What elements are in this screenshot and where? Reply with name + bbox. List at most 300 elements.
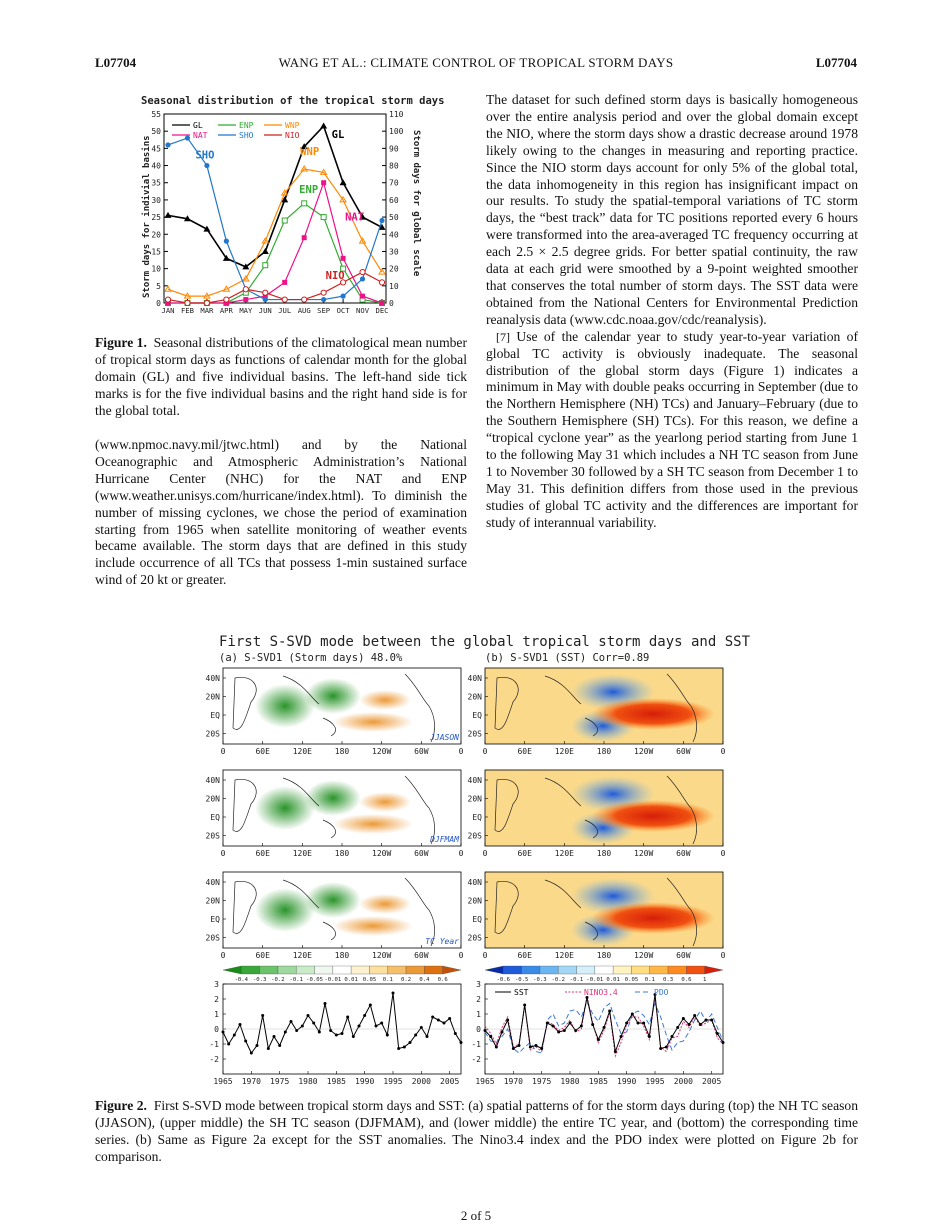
fig2-ts-year-label: 1965 xyxy=(475,1077,495,1086)
fig1-series-nio-line xyxy=(168,269,382,303)
fig2-ts-a-point xyxy=(278,1044,281,1047)
fig2-lon-label: 180 xyxy=(334,951,350,960)
fig2-lon-label: 0 xyxy=(458,849,464,858)
fig2-lon-label: 180 xyxy=(334,849,350,858)
fig2-lat-label: 20N xyxy=(205,896,220,906)
fig2-lon-label: 60W xyxy=(676,951,691,960)
fig1-point-sho xyxy=(263,297,268,302)
fig2-lon-label: 0 xyxy=(482,747,488,756)
fig1-point-sho xyxy=(224,239,229,244)
fig2-colorbar-a-label: 0.6 xyxy=(437,977,448,983)
fig2-storm-orange-enp xyxy=(359,690,411,710)
figure-2 xyxy=(195,628,755,1088)
fig2-ts-b-point xyxy=(608,1010,611,1013)
fig1-series-gl-line xyxy=(168,126,382,267)
fig2-ts-a-point xyxy=(233,1034,236,1037)
fig1-ylabel: Storm days for indivial basins xyxy=(142,135,152,298)
fig2-lon-label: 60W xyxy=(414,747,429,756)
fig2-storm-orange-band xyxy=(333,916,413,936)
fig2-storm-orange-enp xyxy=(359,792,411,812)
fig1-ytick-label: 40 xyxy=(151,161,161,171)
fig2-colorbar-b-swatch xyxy=(485,966,503,974)
fig2-ts-b-point xyxy=(665,1046,668,1049)
fig2-season-label: TC Year xyxy=(425,937,459,946)
fig2-ts-year-label: 1980 xyxy=(560,1077,580,1086)
fig2-colorbar-a-label: 0.01 xyxy=(344,977,358,983)
fig1-xtick-label: FEB xyxy=(180,306,194,315)
fig2-colorbar-a-label: -0.2 xyxy=(271,977,285,983)
fig2-lat-label: 20N xyxy=(467,896,482,906)
fig2-lon-label: 120E xyxy=(292,849,312,858)
fig2-ts-year-label: 1980 xyxy=(298,1077,318,1086)
fig2-ts-a-point xyxy=(380,1022,383,1025)
fig2-lat-label: 20S xyxy=(467,933,482,943)
fig2-ts-a-point xyxy=(335,1034,338,1037)
fig2-lat-label: EQ xyxy=(472,813,482,822)
fig2-lat-label: 20N xyxy=(205,794,220,804)
fig2-lon-label: 180 xyxy=(334,747,350,756)
fig2-colorbar-a-label: 0.2 xyxy=(401,977,412,983)
fig2-colorbar-a-swatch xyxy=(406,966,424,974)
fig2-season-label: DJFMAM xyxy=(430,835,459,844)
fig2-ts-b-point xyxy=(523,1004,526,1007)
fig2-storm-green-wpac xyxy=(305,780,361,816)
fig2-colorbar-b-label: -0.01 xyxy=(586,977,604,983)
fig2-lon-label: 0 xyxy=(720,849,726,858)
fig1-point-nat xyxy=(341,256,346,261)
fig2-ts-a-point xyxy=(346,1016,349,1019)
fig2-ts-b-point xyxy=(518,1044,521,1047)
fig2-ts-b-point xyxy=(620,1035,623,1038)
fig1-y2label: Storm days for global scale xyxy=(411,130,421,277)
fig2-lat-label: 40N xyxy=(467,878,482,887)
fig1-point-nio xyxy=(243,287,248,292)
fig2-lat-label: 20S xyxy=(205,729,220,739)
fig2-colorbar-a-swatch xyxy=(296,966,314,974)
fig2-colorbar-a-swatch xyxy=(369,966,387,974)
figure-2-caption xyxy=(95,1098,858,1166)
fig2-ts-year-label: 1970 xyxy=(503,1077,523,1086)
right-paragraph-2-text: Use of the calendar year to study year-to-year variation of global TC activity is obviously inadequate. The seasonal distribution of the global storm days (Figure 1) indicates a minimum in May with double peaks occurring in September (due to the Northern Hemisphere (NH) TCs) and January–February (due to the Southern Hemisphere (SH) TCs). For this reason, we define a “tropical cyclone year” as the yearlong period starting from June 1 to the following May 31 which includes a NH TC season from June 1 to November 30 followed by a SH TC season from December 1 to May 31. This definition differs from those used in the previous studies of global TC activity and the differences are important for study of interannual variability. xyxy=(486,328,858,530)
fig2-lat-label: 20S xyxy=(205,831,220,841)
fig2-ts-b-point xyxy=(648,1035,651,1038)
fig2-ts-b-point xyxy=(563,1029,566,1032)
fig2-colorbar-a-swatch xyxy=(388,966,406,974)
fig2-lon-label: 180 xyxy=(596,849,612,858)
fig1-xtick-label: JUL xyxy=(278,306,292,315)
fig2-lat-label: EQ xyxy=(210,711,220,720)
left-column-text: (www.npmoc.navy.mil/jtwc.html) and by the National Oceanographic and Atmospheric Administration’s National Hurricane Center (NHC) for the NAT and ENP (www.weather.unisys.com/hurricane/index.html). To diminish the number of missing cyclones, we chose the period of examination starting from 1965 when satellite monitoring of weather events became available. The storm days that are defined in this study include occurrence of all TCs that possess 1-min sustained surface wind of 20 kt or greater. xyxy=(95,437,467,588)
fig2-ts-a-point xyxy=(409,1041,412,1044)
fig1-point-gl xyxy=(320,123,327,129)
fig1-ytick-label: 35 xyxy=(151,178,161,188)
fig2-storm-green-wpac xyxy=(305,882,361,918)
fig2-ts-year-label: 2005 xyxy=(440,1077,460,1086)
fig2-ts-b-point xyxy=(676,1026,679,1029)
fig2-ts-b-point xyxy=(489,1035,492,1038)
fig2-ts-b-point xyxy=(716,1032,719,1035)
fig2-ts-b-point xyxy=(540,1047,543,1050)
fig1-point-nat xyxy=(380,301,385,306)
fig2-ts-a-point xyxy=(222,1031,225,1034)
fig1-series-label-gl: GL xyxy=(331,129,345,142)
fig2-lat-label: 40N xyxy=(205,674,220,683)
fig2-ts-b-point xyxy=(614,1050,617,1053)
fig1-point-nio xyxy=(204,300,209,305)
fig2-lon-label: 0 xyxy=(220,747,226,756)
fig2-panel-a-title: (a) S-SVD1 (Storm days) 48.0% xyxy=(219,652,403,664)
fig2-ts-b-point xyxy=(501,1031,504,1034)
fig1-xtick-label: APR xyxy=(219,306,233,315)
fig2-ts-b-point xyxy=(495,1046,498,1049)
fig2-ts-b-point xyxy=(688,1023,691,1026)
fig2-colorbar-b-label: 0.01 xyxy=(606,977,620,983)
running-head: WANG ET AL.: CLIMATE CONTROL OF TROPICAL STORM DAYS xyxy=(278,55,674,70)
fig2-lon-label: 60W xyxy=(414,951,429,960)
fig1-legend-label: NAT xyxy=(193,131,208,140)
fig2-colorbar-a-swatch xyxy=(443,966,461,974)
fig2-map-a-1 xyxy=(206,668,464,756)
fig2-ts-a-point xyxy=(397,1047,400,1050)
fig2-ts-ytick-label: -2 xyxy=(471,1055,481,1064)
fig2-lat-label: 20S xyxy=(467,729,482,739)
fig2-colorbar-b-label: 0.6 xyxy=(681,977,692,983)
fig2-ts-b-point xyxy=(705,1019,708,1022)
fig1-series-label-enp: ENP xyxy=(299,184,319,197)
fig1-series-wnp-line xyxy=(168,169,382,296)
fig2-storm-orange-enp xyxy=(359,894,411,914)
fig2-ts-year-label: 2005 xyxy=(702,1077,722,1086)
fig2-colorbar-a-swatch xyxy=(241,966,259,974)
fig1-point-nio xyxy=(165,297,170,302)
fig2-storm-orange-band xyxy=(333,814,413,834)
fig2-ts-a-point xyxy=(324,1002,327,1005)
fig1-ytick-label: 30 xyxy=(151,195,161,205)
fig1-caption-label: Figure 1. xyxy=(95,335,147,350)
fig2-lat-label: 20S xyxy=(205,933,220,943)
fig2-colorbar-b-swatch xyxy=(595,966,613,974)
fig2-ts-a-point xyxy=(329,1029,332,1032)
fig2-ts-a-point xyxy=(312,1022,315,1025)
fig2-ts-ytick-label: 0 xyxy=(214,1025,219,1034)
fig2-ts-b-point xyxy=(699,1023,702,1026)
fig2-ts-year-label: 1975 xyxy=(270,1077,290,1086)
fig2-storm-green-wpac xyxy=(305,678,361,714)
fig2-colorbar-a-swatch xyxy=(424,966,442,974)
fig1-plot-frame xyxy=(164,114,386,303)
fig2-ts-b-point xyxy=(574,1029,577,1032)
fig1-point-enp xyxy=(321,215,326,220)
fig2-colorbar-a-swatch xyxy=(223,966,241,974)
fig1-point-nat xyxy=(302,235,307,240)
fig2-colorbar-b-label: 0.3 xyxy=(663,977,674,983)
fig2-ts-a-point xyxy=(460,1041,463,1044)
fig2-ts-a-point xyxy=(267,1047,270,1050)
fig2-map-b-1 xyxy=(468,668,726,756)
fig2-ts-a-point xyxy=(301,1025,304,1028)
fig1-legend-label: WNP xyxy=(285,121,300,130)
fig2-map-b-3 xyxy=(468,872,726,960)
fig2-colorbar-a-swatch xyxy=(351,966,369,974)
fig2-ts-a-point xyxy=(369,1004,372,1007)
fig2-ts-a-point xyxy=(261,1014,264,1017)
fig2-lat-label: 20S xyxy=(467,831,482,841)
fig2-ts-a-point xyxy=(414,1034,417,1037)
fig2-ts-year-label: 1985 xyxy=(588,1077,608,1086)
fig2-lon-label: 180 xyxy=(596,747,612,756)
fig2-ts-b-sst-line xyxy=(485,995,723,1052)
fig2-ts-b-point xyxy=(671,1035,674,1038)
fig2-colorbar-b-swatch xyxy=(668,966,686,974)
fig2-colorbar-a-label: 0.1 xyxy=(382,977,393,983)
fig2-colorbar-b-swatch xyxy=(705,966,723,974)
fig1-point-nat xyxy=(321,180,326,185)
fig2-ts-b-point xyxy=(484,1029,487,1032)
fig2-map-b-2 xyxy=(468,770,726,858)
fig1-point-nio xyxy=(185,300,190,305)
fig1-point-sho xyxy=(185,135,190,140)
fig2-lat-label: 20N xyxy=(467,794,482,804)
fig2-ts-year-label: 2000 xyxy=(673,1077,693,1086)
fig2-colorbar-b-swatch xyxy=(631,966,649,974)
fig1-caption-text: Seasonal distributions of the climatological mean number of tropical storm days as functions of calendar month for the global domain (GL) and five individual basins. The left-hand side tick marks is for the five individual basins and the right hand side is for the global total. xyxy=(95,335,467,418)
fig2-ts-a-point xyxy=(318,1031,321,1034)
fig2-ts-b-point xyxy=(693,1014,696,1017)
fig2-lon-label: 120E xyxy=(554,951,574,960)
fig1-point-sho xyxy=(340,294,345,299)
fig2-ts-b-point xyxy=(557,1031,560,1034)
fig2-colorbar-a-label: -0.1 xyxy=(289,977,303,983)
fig1-point-nio xyxy=(224,297,229,302)
fig2-legend-label: NINO3.4 xyxy=(584,988,618,997)
fig2-colorbar-b-label: 0.05 xyxy=(624,977,639,983)
fig2-ts-year-label: 2000 xyxy=(411,1077,431,1086)
fig1-y2tick-label: 90 xyxy=(389,144,399,154)
fig2-ts-a-point xyxy=(341,1032,344,1035)
fig1-legend-label: NIO xyxy=(285,131,300,140)
fig1-point-nio xyxy=(360,269,365,274)
fig2-ts-b-point xyxy=(642,1022,645,1025)
fig1-series-label-sho: SHO xyxy=(195,149,215,162)
fig1-y2tick-label: 50 xyxy=(389,213,399,223)
fig1-y2tick-label: 60 xyxy=(389,195,399,205)
fig2-lat-label: 20N xyxy=(205,692,220,702)
fig2-panel-b-title: (b) S-SVD1 (SST) Corr=0.89 xyxy=(485,652,650,664)
fig2-ts-b-point xyxy=(597,1038,600,1041)
fig2-colorbar-a-label: 0.4 xyxy=(419,977,430,983)
fig1-ytick-label: 0 xyxy=(156,299,161,308)
fig2-ts-b-point xyxy=(631,1013,634,1016)
fig2-ts-b-point xyxy=(546,1022,549,1025)
fig2-ts-a-storm-line xyxy=(223,993,461,1053)
fig2-lon-label: 0 xyxy=(482,849,488,858)
fig2-ts-a-point xyxy=(256,1044,259,1047)
fig2-ts-year-label: 1975 xyxy=(532,1077,552,1086)
fig2-lon-label: 120E xyxy=(554,849,574,858)
fig2-ts-ytick-label: 0 xyxy=(476,1025,481,1034)
fig2-ts-year-label: 1995 xyxy=(645,1077,665,1086)
fig2-ts-a-point xyxy=(227,1043,230,1046)
fig2-lon-label: 60E xyxy=(517,747,532,756)
fig2-lon-label: 60E xyxy=(255,951,270,960)
fig2-ts-a-point xyxy=(403,1046,406,1049)
fig2-ts-a-point xyxy=(363,1014,366,1017)
fig1-xtick-label: NOV xyxy=(356,306,370,315)
fig2-colorbar-a-label: 0.05 xyxy=(362,977,377,983)
fig2-map-a-3 xyxy=(206,872,464,960)
fig2-colorbar-a-swatch xyxy=(315,966,333,974)
fig2-ts-a-point xyxy=(448,1017,451,1020)
fig2-ts-ytick-label: 3 xyxy=(476,980,481,989)
fig2-ts-ytick-label: -2 xyxy=(209,1055,219,1064)
fig1-point-gl xyxy=(262,248,269,254)
fig1-y2tick-label: 110 xyxy=(389,110,404,119)
fig2-ts-a-point xyxy=(239,1023,242,1026)
fig1-point-wnp xyxy=(165,286,171,291)
fig2-lat-label: 40N xyxy=(205,776,220,785)
fig1-y2tick-label: 40 xyxy=(389,230,399,240)
fig1-xtick-label: OCT xyxy=(336,306,350,315)
fig2-ts-b-point xyxy=(637,1022,640,1025)
fig2-ts-year-label: 1995 xyxy=(383,1077,403,1086)
fig2-ts-a-point xyxy=(244,1040,247,1043)
fig2-ts-b-point xyxy=(506,1019,509,1022)
fig2-colorbar-b-label: 0.1 xyxy=(644,977,655,983)
fig1-xtick-label: JAN xyxy=(161,306,175,315)
fig2-lat-label: EQ xyxy=(472,711,482,720)
fig2-ts-a-point xyxy=(420,1026,423,1029)
fig1-ytick-label: 45 xyxy=(151,144,161,154)
fig2-colorbar-b-swatch xyxy=(577,966,595,974)
fig2-colorbar-a-label: -0.05 xyxy=(306,977,323,983)
page-number: 2 of 5 xyxy=(460,1208,492,1223)
fig2-lat-label: 20N xyxy=(467,692,482,702)
fig2-lat-label: 40N xyxy=(467,776,482,785)
fig1-legend-label: ENP xyxy=(239,121,254,130)
fig1-point-sho xyxy=(360,276,365,281)
fig2-lon-label: 0 xyxy=(720,951,726,960)
fig2-lat-label: EQ xyxy=(210,813,220,822)
fig2-ts-year-label: 1965 xyxy=(213,1077,233,1086)
fig2-colorbar-b-swatch xyxy=(503,966,521,974)
fig2-ts-ytick-label: 2 xyxy=(476,995,481,1004)
fig1-ytick-label: 20 xyxy=(151,230,161,240)
fig1-point-sho xyxy=(321,297,326,302)
fig2-ts-a-point xyxy=(443,1022,446,1025)
fig2-ts-ytick-label: 3 xyxy=(214,980,219,989)
fig2-lon-label: 120E xyxy=(292,951,312,960)
fig2-lon-label: 0 xyxy=(720,747,726,756)
fig2-ts-a-point xyxy=(295,1029,298,1032)
fig2-colorbar-a-label: -0.01 xyxy=(324,977,342,983)
fig1-point-enp xyxy=(282,218,287,223)
fig2-colorbar-b-label: -0.6 xyxy=(496,977,511,983)
fig2-ts-a-point xyxy=(426,1035,429,1038)
fig2-ts-b-point xyxy=(625,1022,628,1025)
fig1-y2tick-label: 10 xyxy=(389,281,399,291)
fig1-legend-label: SHO xyxy=(239,131,254,140)
fig2-lon-label: 0 xyxy=(458,747,464,756)
fig2-ts-b-point xyxy=(535,1044,538,1047)
fig2-ts-a-point xyxy=(431,1016,434,1019)
fig2-storm-orange-band xyxy=(333,712,413,732)
fig1-ytick-label: 10 xyxy=(151,264,161,274)
fig2-ts-b-point xyxy=(512,1047,515,1050)
fig1-xtick-label: AUG xyxy=(297,306,311,315)
paragraph-number: [7] xyxy=(496,329,510,344)
fig2-ts-a-point xyxy=(290,1020,293,1023)
fig2-ts-ytick-label: -1 xyxy=(209,1040,219,1049)
fig2-ts-a-point xyxy=(392,992,395,995)
fig1-y2tick-label: 0 xyxy=(389,299,394,308)
fig1-ytick-label: 25 xyxy=(151,213,161,223)
fig1-point-gl xyxy=(340,179,347,185)
fig1-xtick-label: MAY xyxy=(239,306,253,315)
fig2-ts-year-label: 1990 xyxy=(355,1077,375,1086)
fig2-lon-label: 0 xyxy=(458,951,464,960)
fig2-lon-label: 0 xyxy=(220,951,226,960)
fig2-colorbar-b-swatch xyxy=(558,966,576,974)
fig2-ts-b-point xyxy=(682,1017,685,1020)
fig2-ts-a-point xyxy=(375,1025,378,1028)
fig1-series-label-nat: NAT xyxy=(345,211,365,224)
fig2-lon-label: 60W xyxy=(676,849,691,858)
header-right-id: L07704 xyxy=(815,55,857,70)
fig1-title: Seasonal distribution of the tropical storm days xyxy=(141,95,445,107)
fig2-ts-a-point xyxy=(454,1032,457,1035)
fig2-lat-label: EQ xyxy=(472,915,482,924)
fig1-point-nat xyxy=(360,294,365,299)
fig1-series-label-nio: NIO xyxy=(325,269,345,282)
fig2-ts-b-point xyxy=(603,1026,606,1029)
fig1-ytick-label: 50 xyxy=(151,127,161,137)
fig2-lon-label: 180 xyxy=(596,951,612,960)
fig2-lon-label: 0 xyxy=(220,849,226,858)
fig1-y2tick-label: 80 xyxy=(389,161,399,171)
fig2-lon-label: 120W xyxy=(634,747,654,756)
fig2-ts-year-label: 1985 xyxy=(326,1077,346,1086)
figure-1-chart xyxy=(130,90,460,320)
fig2-map-a-2 xyxy=(206,770,464,858)
fig2-colorbar-a-swatch xyxy=(278,966,296,974)
fig2-lon-label: 60W xyxy=(676,747,691,756)
fig2-caption-text: First S-SVD mode between tropical storm days and SST: (a) spatial patterns of for the storm days during (top) the NH TC season (JJASON), (upper middle) the SH TC season (DJFMAM), and (lower middle) the entire TC year, and (bottom) the corresponding time series. (b) Same as Figure 2a except for the SST anomalies. The Nino3.4 index and the PDO index were plotted on Figure 2b for comparison. xyxy=(95,1098,858,1164)
fig2-colorbar-a-label: -0.4 xyxy=(234,977,249,983)
fig2-colorbar-b-swatch xyxy=(650,966,668,974)
fig2-lon-label: 0 xyxy=(482,951,488,960)
fig2-colorbar-b-swatch xyxy=(540,966,558,974)
fig1-legend-label: GL xyxy=(193,121,203,130)
fig1-point-gl xyxy=(165,212,172,218)
fig2-colorbar-b-swatch xyxy=(522,966,540,974)
fig1-y2tick-label: 70 xyxy=(389,178,399,188)
fig1-series-label-wnp: WNP xyxy=(300,146,320,159)
fig2-ts-year-label: 1970 xyxy=(241,1077,261,1086)
fig1-xtick-label: MAR xyxy=(200,306,214,315)
fig1-point-enp xyxy=(263,263,268,268)
fig1-ytick-label: 55 xyxy=(151,110,161,119)
fig1-point-nio xyxy=(302,297,307,302)
fig2-ts-b-point xyxy=(591,1023,594,1026)
fig1-xtick-label: SEP xyxy=(317,306,331,315)
fig2-colorbar-b-label: -0.3 xyxy=(533,977,547,983)
fig2-lon-label: 120E xyxy=(554,747,574,756)
fig2-ts-a-point xyxy=(352,1035,355,1038)
fig1-point-enp xyxy=(302,201,307,206)
fig2-ts-ytick-label: 2 xyxy=(214,995,219,1004)
figure-1-caption xyxy=(95,335,467,420)
fig1-y2tick-label: 30 xyxy=(389,247,399,257)
